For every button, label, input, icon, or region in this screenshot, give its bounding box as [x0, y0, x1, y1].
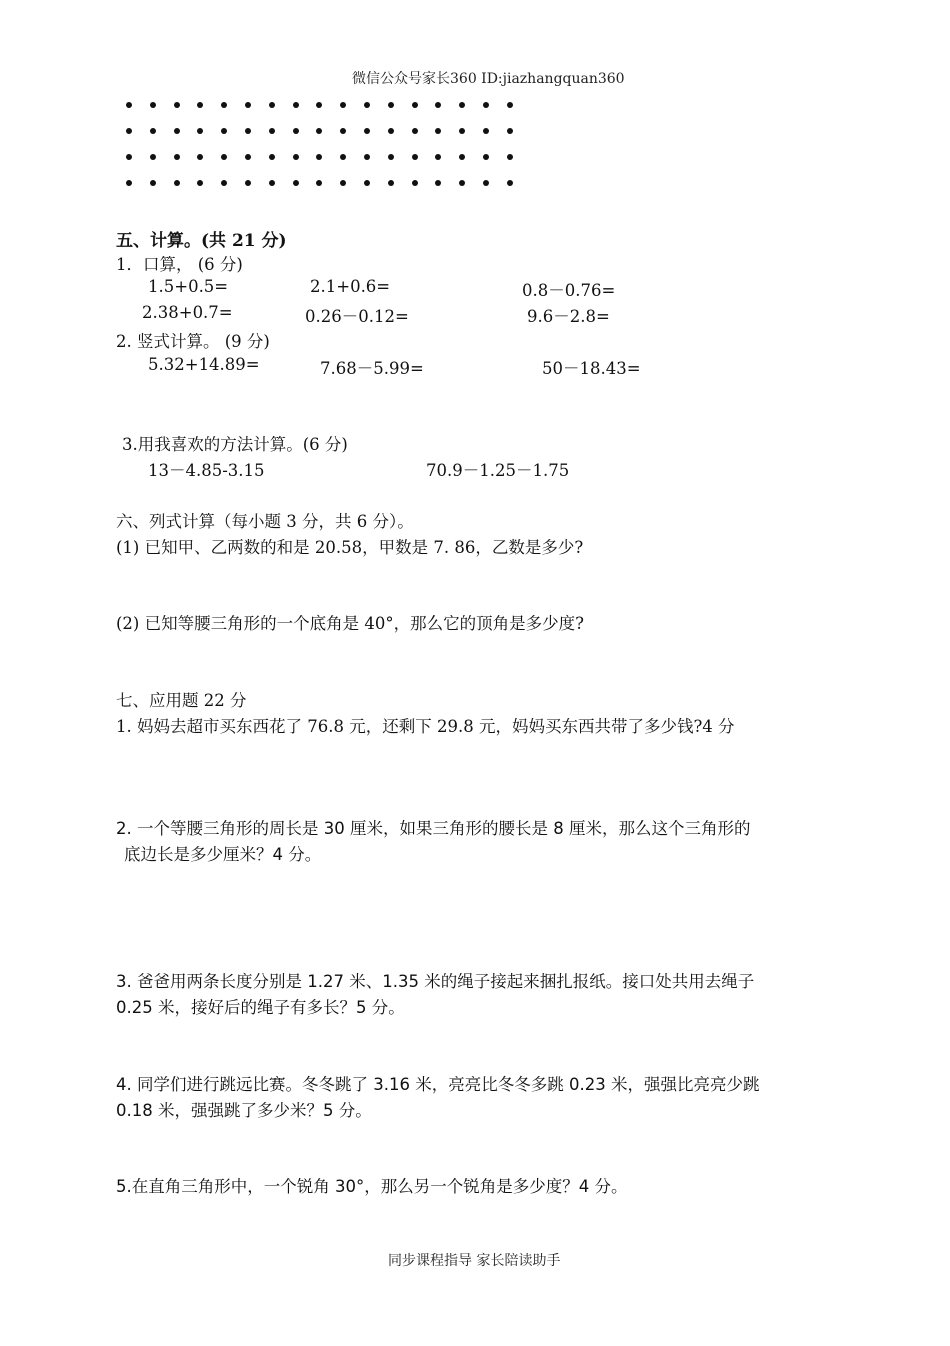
grid-dot	[293, 102, 299, 108]
grid-dot	[150, 180, 156, 186]
grid-dot	[293, 128, 299, 134]
vertical-calc-item: 7.68－5.99=	[320, 359, 424, 378]
section-5-part-1-label: 1．口算， (6 分)	[116, 255, 243, 274]
method-calc-item: 13－4.85-3.15	[148, 461, 265, 480]
section-5-part-2-label: 2. 竖式计算。 (9 分)	[116, 332, 270, 351]
grid-dot	[221, 154, 227, 160]
grid-dot	[197, 154, 203, 160]
grid-dot	[435, 128, 441, 134]
grid-dot	[293, 154, 299, 160]
grid-dot	[269, 154, 275, 160]
grid-dot	[412, 102, 418, 108]
vertical-calc-item: 5.32+14.89=	[148, 355, 260, 374]
grid-dot	[269, 102, 275, 108]
grid-dot	[388, 154, 394, 160]
mental-calc-item: 0.26－0.12=	[305, 307, 409, 326]
section-6-title: 六、列式计算（每小题 3 分，共 6 分）。	[116, 512, 414, 531]
grid-dot	[269, 128, 275, 134]
grid-dot	[459, 180, 465, 186]
section-6-question-1: (1) 已知甲、乙两数的和是 20.58，甲数是 7. 86，乙数是多少?	[116, 538, 584, 557]
grid-dot	[245, 180, 251, 186]
mental-calc-item: 1.5+0.5=	[148, 277, 229, 296]
grid-dot	[507, 102, 513, 108]
section-6-question-2: (2) 已知等腰三角形的一个底角是 40°，那么它的顶角是多少度?	[116, 614, 584, 633]
grid-dot	[150, 102, 156, 108]
grid-dot	[364, 180, 370, 186]
grid-dot	[293, 180, 299, 186]
section-5-title: 五、计算。(共 21 分)	[116, 231, 287, 251]
vertical-calc-item: 50－18.43=	[542, 359, 641, 378]
grid-dot	[316, 180, 322, 186]
grid-dot	[340, 154, 346, 160]
mental-calc-item: 0.8－0.76=	[522, 281, 616, 300]
grid-dot	[483, 102, 489, 108]
grid-dot	[197, 128, 203, 134]
grid-dot	[174, 102, 180, 108]
grid-dot	[340, 180, 346, 186]
grid-dot	[126, 102, 132, 108]
grid-dot	[340, 102, 346, 108]
grid-dot	[412, 180, 418, 186]
grid-dot	[435, 102, 441, 108]
grid-dot	[459, 154, 465, 160]
grid-dot	[507, 128, 513, 134]
grid-dot	[507, 180, 513, 186]
grid-dot	[126, 180, 132, 186]
dot-grid	[118, 95, 518, 190]
grid-dot	[483, 128, 489, 134]
grid-dot	[174, 154, 180, 160]
grid-dot	[507, 154, 513, 160]
section-5-part-3-label: 3.用我喜欢的方法计算。(6 分)	[122, 435, 348, 454]
grid-dot	[435, 154, 441, 160]
section-7-question-3-line-1: 3. 爸爸用两条长度分别是 1.27 米、1.35 米的绳子接起来捆扎报纸。接口处共用去绳子	[116, 972, 755, 991]
grid-dot	[340, 128, 346, 134]
grid-dot	[435, 180, 441, 186]
grid-dot	[126, 154, 132, 160]
grid-dot	[483, 180, 489, 186]
grid-dot	[483, 154, 489, 160]
grid-dot	[364, 102, 370, 108]
page-footer: 同步课程指导 家长陪读助手	[388, 1253, 561, 1269]
grid-dot	[459, 102, 465, 108]
grid-dot	[316, 154, 322, 160]
grid-dot	[364, 128, 370, 134]
grid-dot	[364, 154, 370, 160]
grid-dot	[388, 180, 394, 186]
section-7-question-2-line-2: 底边长是多少厘米？4 分。	[124, 845, 322, 864]
section-7-question-3-line-2: 0.25 米，接好后的绳子有多长？5 分。	[116, 998, 405, 1017]
grid-dot	[412, 154, 418, 160]
grid-dot	[221, 180, 227, 186]
grid-dot	[150, 154, 156, 160]
grid-dot	[245, 102, 251, 108]
grid-dot	[412, 128, 418, 134]
section-7-question-4-line-2: 0.18 米，强强跳了多少米？5 分。	[116, 1101, 372, 1120]
grid-dot	[174, 180, 180, 186]
section-7-question-4-line-1: 4. 同学们进行跳远比赛。冬冬跳了 3.16 米，亮亮比冬冬多跳 0.23 米，强强比亮亮少跳	[116, 1075, 760, 1094]
mental-calc-item: 9.6－2.8=	[527, 307, 610, 326]
mental-calc-item: 2.1+0.6=	[310, 277, 391, 296]
section-7-title: 七、应用题 22 分	[116, 691, 247, 710]
section-7-question-1: 1. 妈妈去超市买东西花了 76.8 元，还剩下 29.8 元，妈妈买东西共带了多少钱?4 分	[116, 717, 735, 736]
grid-dot	[174, 128, 180, 134]
grid-dot	[459, 128, 465, 134]
grid-dot	[269, 180, 275, 186]
grid-dot	[316, 128, 322, 134]
method-calc-item: 70.9－1.25－1.75	[426, 461, 570, 480]
grid-dot	[221, 102, 227, 108]
mental-calc-item: 2.38+0.7=	[142, 303, 233, 322]
grid-dot	[388, 102, 394, 108]
grid-dot	[197, 180, 203, 186]
grid-dot	[126, 128, 132, 134]
grid-dot	[150, 128, 156, 134]
grid-dot	[316, 102, 322, 108]
section-7-question-2-line-1: 2. 一个等腰三角形的周长是 30 厘米，如果三角形的腰长是 8 厘米，那么这个三角形的	[116, 819, 751, 838]
grid-dot	[245, 154, 251, 160]
grid-dot	[197, 102, 203, 108]
section-7-question-5: 5.在直角三角形中，一个锐角 30°，那么另一个锐角是多少度？4 分。	[116, 1177, 628, 1196]
grid-dot	[245, 128, 251, 134]
grid-dot	[221, 128, 227, 134]
grid-dot	[388, 128, 394, 134]
page-header: 微信公众号家长360 ID:jiazhangquan360	[352, 71, 625, 87]
